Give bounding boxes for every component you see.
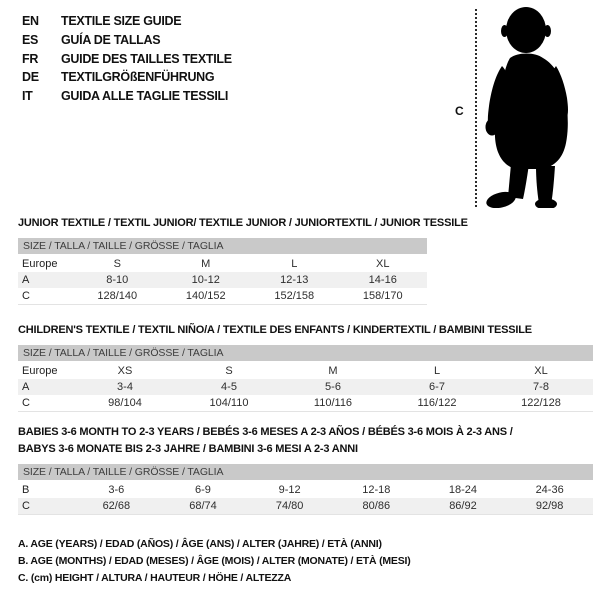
section-junior bbox=[18, 215, 468, 305]
table-row bbox=[18, 379, 593, 395]
value-cell: 10-12 bbox=[191, 274, 220, 286]
value-cell: 86/92 bbox=[449, 500, 477, 512]
value-cell: 7-8 bbox=[533, 381, 549, 393]
table-row bbox=[18, 482, 593, 498]
value-cell: 24-36 bbox=[535, 484, 564, 496]
value-cell: XL bbox=[376, 258, 390, 270]
value-cell: S bbox=[225, 365, 233, 377]
footnote-line: B. AGE (MONTHS) / EDAD (MESES) / ÂGE (MOIS) / ALTER (MONATE) / ETÀ (MESI) bbox=[18, 555, 411, 567]
table-row bbox=[18, 288, 427, 305]
section-title-line: CHILDREN'S TEXTILE / TEXTIL NIÑO/A / TEXTILE DES ENFANTS / KINDERTEXTIL / BAMBINI TESSILE bbox=[18, 324, 532, 336]
table-row bbox=[18, 395, 593, 412]
value-cell: M bbox=[201, 258, 211, 270]
value-cell: 116/122 bbox=[417, 397, 457, 409]
section-children bbox=[18, 322, 593, 412]
value-cell: XL bbox=[534, 365, 548, 377]
value-cell: S bbox=[113, 258, 121, 270]
value-cell: 4-5 bbox=[221, 381, 237, 393]
row-label-cell: A bbox=[22, 274, 30, 286]
value-cell: 158/170 bbox=[362, 290, 403, 302]
size-table-children bbox=[18, 363, 593, 412]
language-title: GUIDE DES TAILLES TEXTILE bbox=[61, 51, 232, 66]
size-header-band: SIZE / TALLA / TAILLE / GRÖSSE / TAGLIA bbox=[18, 345, 593, 361]
table-row bbox=[18, 256, 427, 272]
section-title bbox=[18, 215, 468, 232]
row-label-cell: C bbox=[22, 500, 30, 512]
language-list bbox=[22, 12, 232, 106]
value-cell: 3-4 bbox=[117, 381, 133, 393]
language-title: GUÍA DE TALLAS bbox=[61, 32, 161, 47]
value-cell: 62/68 bbox=[102, 500, 131, 512]
language-title: GUIDA ALLE TAGLIE TESSILI bbox=[61, 89, 229, 104]
value-cell: M bbox=[328, 365, 338, 377]
row-label-cell: B bbox=[22, 484, 30, 496]
size-table-babies bbox=[18, 482, 593, 515]
row-label-cell: C bbox=[22, 397, 30, 409]
value-cell: 98/104 bbox=[108, 397, 142, 409]
value-cell: 92/98 bbox=[535, 500, 564, 512]
language-row bbox=[22, 68, 232, 87]
value-cell: 110/116 bbox=[313, 397, 353, 409]
row-label-cell: C bbox=[22, 290, 30, 302]
footnote-line: C. (cm) HEIGHT / ALTURA / HAUTEUR / HÖHE / ALTEZZA bbox=[18, 572, 292, 584]
value-cell: 74/80 bbox=[275, 500, 304, 512]
language-code: EN bbox=[22, 14, 39, 28]
value-cell: 140/152 bbox=[185, 290, 226, 302]
value-cell: 18-24 bbox=[448, 484, 478, 496]
value-cell: 12-13 bbox=[280, 274, 309, 286]
section-title-line: JUNIOR TEXTILE / TEXTIL JUNIOR/ TEXTILE JUNIOR / JUNIORTEXTIL / JUNIOR TESSILE bbox=[18, 217, 468, 229]
value-cell: 152/158 bbox=[274, 290, 315, 302]
language-code: FR bbox=[22, 51, 39, 66]
height-label-c: C bbox=[455, 104, 464, 118]
section-title-line: BABIES 3-6 MONTH TO 2-3 YEARS / BEBÉS 3-6 MESES A 2-3 AÑOS / BÉBÉS 3-6 MOIS À 2-3 ANS / bbox=[18, 426, 513, 438]
value-cell: 6-7 bbox=[429, 381, 445, 393]
language-row bbox=[22, 12, 232, 31]
footnotes bbox=[18, 536, 411, 587]
section-babies bbox=[18, 424, 593, 515]
section-title-line: BABYS 3-6 MONATE BIS 2-3 JAHRE / BAMBINI 3-6 MESI A 2-3 ANNI bbox=[18, 443, 358, 455]
size-header-band: SIZE / TALLA / TAILLE / GRÖSSE / TAGLIA bbox=[18, 238, 427, 254]
value-cell: 9-12 bbox=[278, 484, 301, 496]
row-label-cell: A bbox=[22, 381, 30, 393]
row-label-cell: Europe bbox=[22, 365, 58, 377]
value-cell: 68/74 bbox=[189, 500, 217, 512]
value-cell: XS bbox=[117, 365, 133, 377]
footnote-line: A. AGE (YEARS) / EDAD (AÑOS) / ÂGE (ANS) / ALTER (JAHRE) / ETÀ (ANNI) bbox=[18, 538, 382, 550]
value-cell: L bbox=[291, 258, 298, 270]
language-title: TEXTILE SIZE GUIDE bbox=[61, 14, 182, 28]
row-label-cell: Europe bbox=[22, 258, 58, 270]
value-cell: 122/128 bbox=[521, 397, 561, 409]
value-cell: 12-18 bbox=[362, 484, 391, 496]
table-row bbox=[18, 272, 427, 288]
size-header-band: SIZE / TALLA / TAILLE / GRÖSSE / TAGLIA bbox=[18, 464, 593, 480]
language-title: TEXTILGRÖßENFÜHRUNG bbox=[61, 70, 215, 85]
language-code: DE bbox=[22, 70, 39, 85]
table-row bbox=[18, 363, 593, 379]
table-row bbox=[18, 498, 593, 515]
section-title bbox=[18, 424, 593, 458]
language-code: IT bbox=[22, 89, 33, 104]
value-cell: 80/86 bbox=[362, 500, 391, 512]
language-row bbox=[22, 50, 232, 69]
value-cell: 3-6 bbox=[108, 484, 125, 496]
value-cell: 104/110 bbox=[209, 397, 249, 409]
toddler-silhouette-icon bbox=[482, 6, 578, 208]
size-table-junior bbox=[18, 256, 427, 305]
section-title bbox=[18, 322, 593, 339]
height-measure-line bbox=[475, 9, 477, 207]
value-cell: 5-6 bbox=[325, 381, 341, 393]
language-code: ES bbox=[22, 32, 39, 47]
value-cell: 14-16 bbox=[368, 274, 397, 286]
value-cell: 128/140 bbox=[97, 290, 138, 302]
value-cell: L bbox=[433, 365, 441, 377]
value-cell: 8-10 bbox=[106, 274, 129, 286]
language-row bbox=[22, 87, 232, 106]
language-row bbox=[22, 31, 232, 50]
value-cell: 6-9 bbox=[195, 484, 211, 496]
